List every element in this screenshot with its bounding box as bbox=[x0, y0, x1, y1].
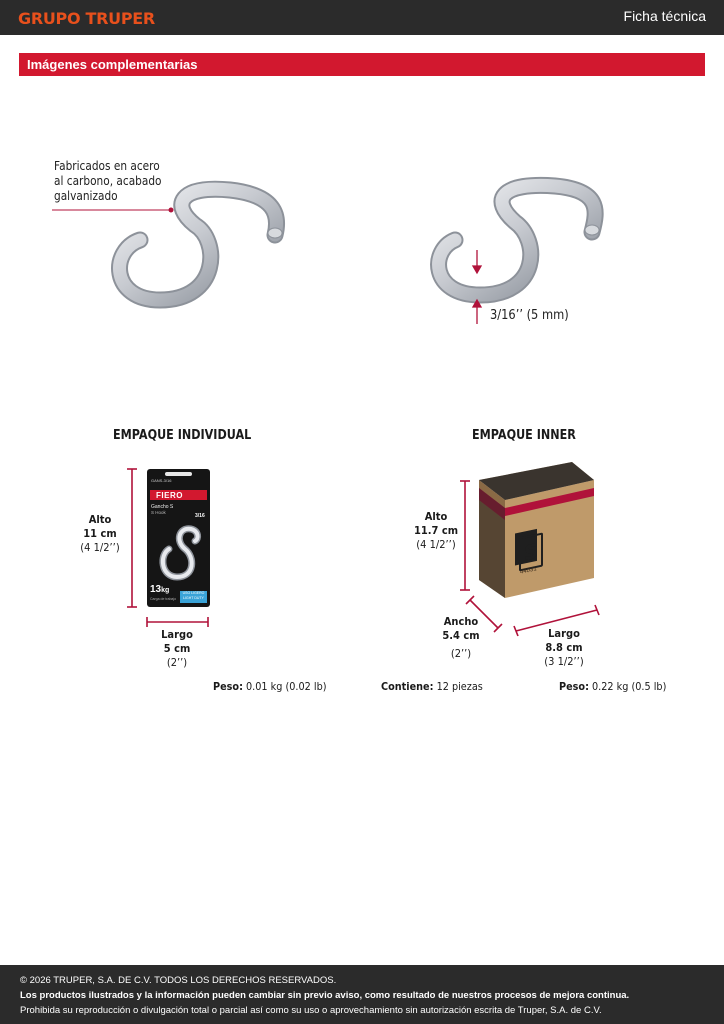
card-product-en: S Hook bbox=[151, 510, 166, 515]
inner-largo-label: Largo 8.8 cm (3 1/2’’) bbox=[544, 627, 584, 668]
individual-weight: Peso: 0.01 kg (0.02 lb) bbox=[213, 680, 327, 693]
individual-pack-title: EMPAQUE INDIVIDUAL bbox=[113, 428, 252, 443]
document-type: Ficha técnica bbox=[623, 8, 706, 24]
brand-logo: GRUPO TRUPER bbox=[18, 9, 155, 28]
footer-prohibition: Prohibida su reproducción o divulgación total o parcial así como su uso o aprovechamiento sin autorización escrita de Truper, S.A. de C.V. bbox=[20, 1005, 602, 1016]
box-s-logo: S bbox=[519, 532, 543, 571]
footer bbox=[0, 965, 724, 1024]
individual-largo-label: Largo 5 cm (2’’) bbox=[161, 628, 193, 669]
box-code: 44031 bbox=[520, 566, 537, 576]
inner-weight: Peso: 0.22 kg (0.5 lb) bbox=[559, 680, 667, 693]
card-badge: USO LIGERO LIGHT DUTY bbox=[180, 591, 207, 603]
thickness-note: 3/16’’ (5 mm) bbox=[490, 308, 569, 323]
card-capacity-note: Carga de trabajo bbox=[150, 597, 177, 601]
section-title: Imágenes complementarias bbox=[27, 57, 198, 72]
card-brand: FIERO bbox=[156, 491, 183, 500]
inner-alto-label: Alto 11.7 cm (4 1/2’’) bbox=[413, 510, 459, 551]
card-code: GANS-3/16 bbox=[151, 478, 172, 483]
card-product-es: Gancho S bbox=[151, 504, 174, 510]
individual-alto-label: Alto 11 cm (4 1/2’’) bbox=[80, 513, 120, 554]
card-capacity: 13kg bbox=[150, 584, 170, 595]
footer-copyright: © 2026 TRUPER, S.A. DE C.V. TODOS LOS DERECHOS RESERVADOS. bbox=[20, 975, 337, 986]
inner-pack-title: EMPAQUE INNER bbox=[472, 428, 576, 443]
card-size: 3/16 bbox=[195, 513, 205, 519]
inner-ancho-label: Ancho 5.4 cm (2’’) bbox=[442, 615, 480, 660]
inner-contents: Contiene: 12 piezas bbox=[381, 680, 483, 693]
material-note: Fabricados en acero al carbono, acabado galvanizado bbox=[54, 159, 162, 203]
footer-disclaimer: Los productos ilustrados y la información pueden cambiar sin previo aviso, como resultado de nuestros procesos de mejora continua. bbox=[20, 990, 630, 1001]
